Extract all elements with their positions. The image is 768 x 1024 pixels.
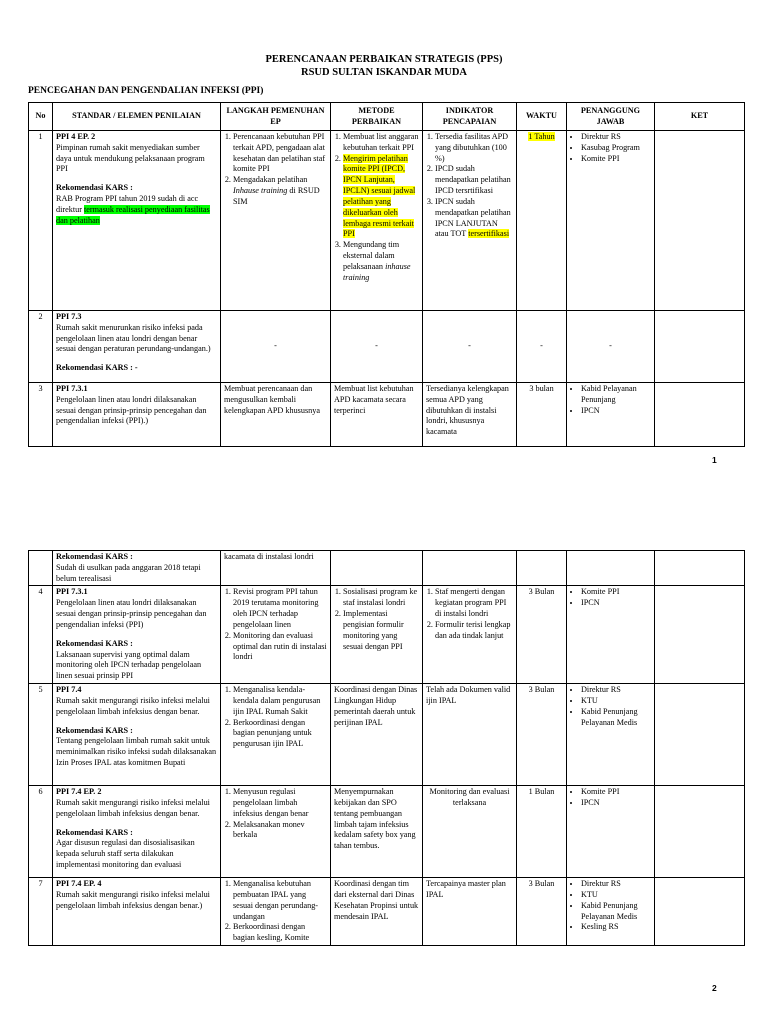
- standard-desc: Pimpinan rumah sakit menyediakan sumber daya untuk mendukung pelaksanaan program PPI: [56, 142, 205, 174]
- standar-cell: [53, 383, 221, 447]
- pj-cell: [567, 383, 655, 447]
- standard-desc: Rumah sakit mengurangi risiko infeksi melalui pengelolaan limbah infeksius dengan benar.: [56, 797, 210, 818]
- col-header-metode: METODE PERBAIKAN: [331, 103, 423, 131]
- recommendation-label: Rekomendasi KARS : -: [56, 363, 138, 373]
- highlighted-text: termasuk realisasi penyediaan fasilitas dan pelatihan: [56, 204, 210, 225]
- pps-table-page-1: [28, 102, 745, 447]
- col-header-pj: PENANGGUNG JAWAB: [567, 103, 655, 131]
- pj-cell: [567, 586, 655, 684]
- recommendation-text: Tentang pengelolaan limbah rumah sakit untuk meminimalkan risiko infeksi sudah dilaksanakan Izin Proses IPAL atas komitmen Bupati: [56, 736, 217, 768]
- recommendation-label: Rekomendasi KARS :: [56, 638, 133, 648]
- standard-desc: Rumah sakit menurunkan risiko infeksi pada pengelolaan linen atau londri dengan benar sesuai dengan peraturan perundang-undangan.): [56, 322, 211, 354]
- standard-desc: Pengelolaan linen atau londri dilaksanakan sesuai dengan prinsip-prinsip pencegahan dan pengendalian infeksi (PPI).): [56, 394, 207, 426]
- standard-desc: Rumah sakit mengurangi risiko infeksi melalui pengelolaan limbah infeksius dengan benar.): [56, 889, 210, 910]
- recommendation-label: Rekomendasi KARS :: [56, 552, 133, 561]
- ket-cell: [655, 786, 745, 878]
- langkah-cell: [221, 878, 331, 946]
- table-row: [29, 383, 745, 447]
- standar-cell: [53, 878, 221, 946]
- list-item: • Kesling RS: [581, 922, 651, 933]
- standard-code: PPI 7.4 EP. 4: [56, 879, 102, 889]
- text-part: di RSUD SIM: [233, 186, 320, 206]
- indikator-cell: Telah ada Dokumen valid ijin IPAL: [423, 684, 517, 786]
- list-item: • IPCN: [581, 798, 651, 809]
- ket-cell: [655, 383, 745, 447]
- metode-cell: Koordinasi dengan tim dari eksternal dari Dinas Kesehatan Propinsi untuk mendesain IPAL: [331, 878, 423, 946]
- metode-cell: -: [331, 311, 423, 383]
- pj-cell: [567, 131, 655, 311]
- standar-cell: [53, 684, 221, 786]
- waktu-cell: 1 Bulan: [517, 786, 567, 878]
- ket-cell: [655, 878, 745, 946]
- waktu-cell: 3 bulan: [517, 383, 567, 447]
- langkah-cell: [221, 586, 331, 684]
- list-item: • Direktur RS: [581, 132, 651, 143]
- standar-cell: [53, 311, 221, 383]
- metode-cell: [331, 586, 423, 684]
- langkah-cell: [221, 131, 331, 311]
- list-item: 1. Menyusun regulasi pengelolaan limbah infeksius dengan benar: [233, 787, 327, 819]
- list-item: [343, 154, 419, 241]
- recommendation-label: Rekomendasi KARS :: [56, 725, 133, 735]
- list-item: 2. Berkoordinasi dengan bagian kesling, Komite: [233, 922, 327, 944]
- row-number: 6: [29, 786, 53, 878]
- list-item: • Kabid Penunjang Pelayanan Medis: [581, 707, 651, 729]
- row-number: [29, 551, 53, 586]
- document-title: PERENCANAAN PERBAIKAN STRATEGIS (PPS): [265, 54, 503, 65]
- list-item: 2. Implementasi pengisian formulir monitoring yang sesuai dengan PPI: [343, 609, 419, 652]
- list-item: 1. Menganalisa kendala-kendala dalam pengurusan ijin IPAL Rumah Sakit: [233, 685, 327, 717]
- table-row: [29, 586, 745, 684]
- metode-cell: Menyempurnakan kebijakan dan SPO tentang pembuangan limbah tajam infeksius kedalam safety box yang tahan tembus.: [331, 786, 423, 878]
- standar-cell: [53, 551, 221, 586]
- list-item: 1. Menganalisa kebutuhan pembuatan IPAL yang sesuai dengan perundang-undangan: [233, 879, 327, 922]
- langkah-cell: -: [221, 311, 331, 383]
- indikator-cell: -: [423, 311, 517, 383]
- page-number: 2: [712, 983, 717, 993]
- col-header-waktu: WAKTU: [517, 103, 567, 131]
- recommendation-text: Laksanaan supervisi yang optimal dalam monitoring oleh IPCN terhadap pengelolaan linen sesuai prinsip PPI: [56, 649, 202, 681]
- row-number: 2: [29, 311, 53, 383]
- list-item: • Komite PPI: [581, 154, 651, 165]
- row-number: 7: [29, 878, 53, 946]
- table-row: [29, 878, 745, 946]
- text-part: inhause training: [343, 261, 411, 282]
- waktu-cell: 3 Bulan: [517, 878, 567, 946]
- ket-cell: [655, 311, 745, 383]
- ket-cell: [655, 586, 745, 684]
- table-row-continued: [29, 551, 745, 586]
- text-part: Mengundang tim eksternal dalam pelaksanaan: [343, 240, 400, 271]
- list-item: • KTU: [581, 890, 651, 901]
- list-item: 1. Membuat list anggaran kebutuhan terkait PPI: [343, 132, 419, 154]
- row-number: 1: [29, 131, 53, 311]
- col-header-indikator: INDIKATOR PENCAPAIAN: [423, 103, 517, 131]
- waktu-cell: 3 Bulan: [517, 684, 567, 786]
- waktu-cell: 3 Bulan: [517, 586, 567, 684]
- list-item: • Kabid Penunjang Pelayanan Medis: [581, 901, 651, 923]
- pj-cell: [567, 878, 655, 946]
- list-item: • Kabid Pelayanan Penunjang: [581, 384, 651, 406]
- text-part: Mengadakan pelatihan: [233, 175, 308, 185]
- standard-code: PPI 7.3: [56, 312, 82, 321]
- pj-cell: [567, 786, 655, 878]
- page-number: 1: [712, 455, 717, 465]
- col-header-langkah: LANGKAH PEMENUHAN EP: [221, 103, 331, 131]
- indikator-cell: Tercapainya master plan IPAL: [423, 878, 517, 946]
- standard-desc: Rumah sakit mengurangi risiko infeksi melalui pengelolaan limbah infeksius dengan benar.: [56, 695, 210, 716]
- highlighted-text: tersertifikasi: [468, 229, 510, 239]
- standar-cell: [53, 786, 221, 878]
- ket-cell: [655, 684, 745, 786]
- list-item: • Komite PPI: [581, 787, 651, 798]
- list-item: • Komite PPI: [581, 587, 651, 598]
- list-item: 2. Melaksanakan monev berkala: [233, 820, 327, 842]
- waktu-cell: [517, 551, 567, 586]
- standar-cell: [53, 586, 221, 684]
- pj-cell: [567, 684, 655, 786]
- indikator-cell: [423, 131, 517, 311]
- table-row: [29, 311, 745, 383]
- list-item: • Direktur RS: [581, 879, 651, 890]
- row-number: 5: [29, 684, 53, 786]
- standard-code: PPI 7.4: [56, 685, 82, 695]
- recommendation-text: [56, 194, 217, 226]
- col-header-no: No: [29, 103, 53, 131]
- indikator-cell: [423, 551, 517, 586]
- col-header-ket: KET: [655, 103, 745, 131]
- table-header-row: [29, 103, 745, 131]
- highlighted-text: Mengirim pelatihan komite PPI (IPCD, IPCN Lanjutan, IPCLN) sesuai jadwal pelatihan yang dikeluarkan oleh lembaga resmi terkait PPI: [343, 153, 416, 239]
- highlighted-text: 1 Tahun: [528, 132, 555, 141]
- ket-cell: [655, 131, 745, 311]
- langkah-cell: kacamata di instalasi londri: [221, 551, 331, 586]
- pj-cell: [567, 551, 655, 586]
- pps-table-page-2: [28, 550, 745, 946]
- recommendation-label: Rekomendasi KARS :: [56, 827, 133, 837]
- indikator-cell: Tersedianya kelengkapan semua APD yang dibutuhkan di instalsi londri, khususnya kacamata: [423, 383, 517, 447]
- list-item: 1. Sosialisasi program ke staf instalasi londri: [343, 587, 419, 609]
- list-item: 2. Monitoring dan evaluasi optimal dan rutin di instalasi londri: [233, 631, 327, 663]
- recommendation-label: Rekomendasi KARS :: [56, 183, 133, 193]
- list-item: [233, 175, 327, 207]
- col-header-standar: STANDAR / ELEMEN PENILAIAN: [53, 103, 221, 131]
- standard-code: PPI 7.3.1: [56, 587, 88, 597]
- metode-cell: Koordinasi dengan Dinas Lingkungan Hidup pemerintah daerah untuk perijinan IPAL: [331, 684, 423, 786]
- standard-code: PPI 7.3.1: [56, 384, 88, 393]
- recommendation-text: Sudah di usulkan pada anggaran 2018 tetapi belum terealisasi: [56, 562, 201, 583]
- list-item: • IPCN: [581, 598, 651, 609]
- langkah-cell: [221, 786, 331, 878]
- standard-code: PPI 4 EP. 2: [56, 132, 96, 141]
- list-item: • IPCN: [581, 406, 651, 417]
- section-title: PENCEGAHAN DAN PENGENDALIAN INFEKSI (PPI): [28, 86, 264, 96]
- standard-code: PPI 7.4 EP. 2: [56, 787, 102, 797]
- metode-cell: [331, 551, 423, 586]
- list-item: 1. Perencanaan kebutuhan PPI terkait APD, pengadaan alat kesehatan dan pelatihan staf komite PPI: [233, 132, 327, 175]
- row-number: 3: [29, 383, 53, 447]
- list-item: • Kasubag Program: [581, 143, 651, 154]
- waktu-cell: [517, 131, 567, 311]
- text-part: IPCN sudah mendapatkan pelatihan IPCN LANJUTAN atau TOT: [435, 196, 511, 239]
- recommendation-part: RAB Program PPI tahun 2019 sudah di acc direktur: [56, 194, 199, 214]
- indikator-cell: Monitoring dan evaluasi terlaksana: [423, 786, 517, 878]
- list-item: [343, 240, 419, 283]
- list-item: • Direktur RS: [581, 685, 651, 696]
- table-row: [29, 786, 745, 878]
- waktu-cell: -: [517, 311, 567, 383]
- list-item: 1. Revisi program PPI tahun 2019 terutama monitoring oleh IPCN terhadap pengelolaan linen: [233, 587, 327, 630]
- list-item: 1. Tersedia fasilitas APD yang dibutuhkan (100 %): [435, 132, 513, 164]
- standar-cell: [53, 131, 221, 311]
- indikator-cell: [423, 586, 517, 684]
- metode-cell: [331, 131, 423, 311]
- list-item: 2. Formulir terisi lengkap dan ada tindak lanjut: [435, 620, 513, 642]
- list-item: 2. Berkoordinasi dengan bagian penunjang untuk pengurusan ijin IPAL: [233, 718, 327, 750]
- row-number: 4: [29, 586, 53, 684]
- table-row: [29, 131, 745, 311]
- pj-cell: -: [567, 311, 655, 383]
- text-part: Inhause training: [233, 186, 288, 196]
- document-subtitle: RSUD SULTAN ISKANDAR MUDA: [301, 67, 467, 78]
- standard-desc: Pengelolaan linen atau londri dilaksanakan sesuai dengan prinsip-prinsip pencegahan dan pengendalian infeksi (PPI): [56, 598, 207, 629]
- ket-cell: [655, 551, 745, 586]
- langkah-cell: [221, 684, 331, 786]
- list-item: • KTU: [581, 696, 651, 707]
- list-item: 1. Staf mengerti dengan kegiatan program PPI di instalsi londri: [435, 587, 513, 619]
- table-row: [29, 684, 745, 786]
- metode-cell: Membuat list kebutuhan APD kacamata secara terperinci: [331, 383, 423, 447]
- langkah-cell: Membuat perencanaan dan mengusulkan kembali kelengkapan APD khususnya: [221, 383, 331, 447]
- list-item: 2. IPCD sudah mendapatkan pelatihan IPCD tersrtifikasi: [435, 164, 513, 196]
- list-item: [435, 197, 513, 240]
- recommendation-text: Agar disusun regulasi dan disosialisasikan kepada seluruh staff serta dilakukan implementasi monitoring dan evaluasi: [56, 838, 195, 870]
